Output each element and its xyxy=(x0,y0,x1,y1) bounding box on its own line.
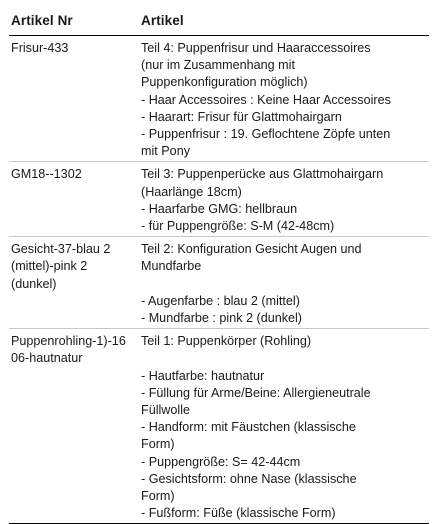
article-description-line: - Augenfarbe : blau 2 (mittel) xyxy=(141,293,300,308)
article-description-line: - Haar Accessoires : Keine Haar Accessoires xyxy=(141,92,391,107)
article-number-cell xyxy=(9,162,141,236)
article-description-line: - Mundfarbe : pink 2 (dunkel) xyxy=(141,311,303,326)
article-number-line: GM18--1302 xyxy=(11,167,82,182)
article-description-line: - Fußform: Füße (klassische Form) xyxy=(141,506,336,521)
article-description-line: Puppenkonfiguration möglich) xyxy=(141,75,308,90)
table-body xyxy=(9,36,429,524)
article-description-line: mit Pony xyxy=(141,144,190,159)
article-description-line: Mundfarbe xyxy=(141,259,202,274)
article-description-line: - für Puppengröße: S-M (42-48cm) xyxy=(141,219,335,234)
article-description-cell xyxy=(141,237,429,328)
article-description-line: - Puppenfrisur : 19. Geflochtene Zöpfe unten xyxy=(141,127,391,142)
article-number-line: (dunkel) xyxy=(11,276,57,291)
article-number-cell xyxy=(9,36,141,161)
article-description-line: Form) xyxy=(141,489,175,504)
article-number-line: Gesicht-37-blau 2 xyxy=(11,242,111,257)
article-description-line: Form) xyxy=(141,437,175,452)
article-description-line: (nur im Zusammenhang mit xyxy=(141,58,295,73)
article-number-line: 06-hautnatur xyxy=(11,351,83,366)
article-number-cell xyxy=(9,329,141,523)
table-row xyxy=(9,36,429,162)
article-description-line: - Haarart: Frisur für Glattmohairgarn xyxy=(141,109,342,124)
article-number-cell xyxy=(9,237,141,328)
article-description-line xyxy=(141,350,429,367)
article-description-line: Teil 2: Konfiguration Gesicht Augen und xyxy=(141,242,362,257)
article-description-line: - Haarfarbe GMG: hellbraun xyxy=(141,201,298,216)
article-number-line: Frisur-433 xyxy=(11,41,69,55)
article-description-line: (Haarlänge 18cm) xyxy=(141,184,242,199)
table-row xyxy=(9,237,429,329)
article-description-line: Teil 3: Puppenperücke aus Glattmohairgarn xyxy=(141,167,384,182)
order-items-table xyxy=(9,6,429,524)
article-number-line: (mittel)-pink 2 xyxy=(11,259,88,274)
article-description-line: Teil 4: Puppenfrisur und Haaraccessoires xyxy=(141,41,371,55)
table-row xyxy=(9,329,429,524)
header-article-number: Artikel Nr xyxy=(11,13,73,28)
article-number-line: Puppenrohling-1)-16 xyxy=(11,334,126,349)
article-description-cell xyxy=(141,36,429,161)
article-description-cell xyxy=(141,329,429,523)
article-description-cell xyxy=(141,162,429,236)
article-description-line: - Füllung für Arme/Beine: Allergieneutrale xyxy=(141,385,371,400)
article-description-line: Füllwolle xyxy=(141,403,190,418)
article-description-line: - Handform: mit Fäustchen (klassische xyxy=(141,420,356,435)
article-description-line: - Hautfarbe: hautnatur xyxy=(141,368,265,383)
header-article: Artikel xyxy=(141,13,184,28)
article-description-line: Teil 1: Puppenkörper (Rohling) xyxy=(141,334,312,349)
article-description-line xyxy=(141,276,429,293)
table-header-row xyxy=(9,6,429,36)
article-description-line: - Puppengröße: S= 42-44cm xyxy=(141,454,301,469)
table-row xyxy=(9,162,429,237)
article-description-line: - Gesichtsform: ohne Nase (klassische xyxy=(141,471,357,486)
